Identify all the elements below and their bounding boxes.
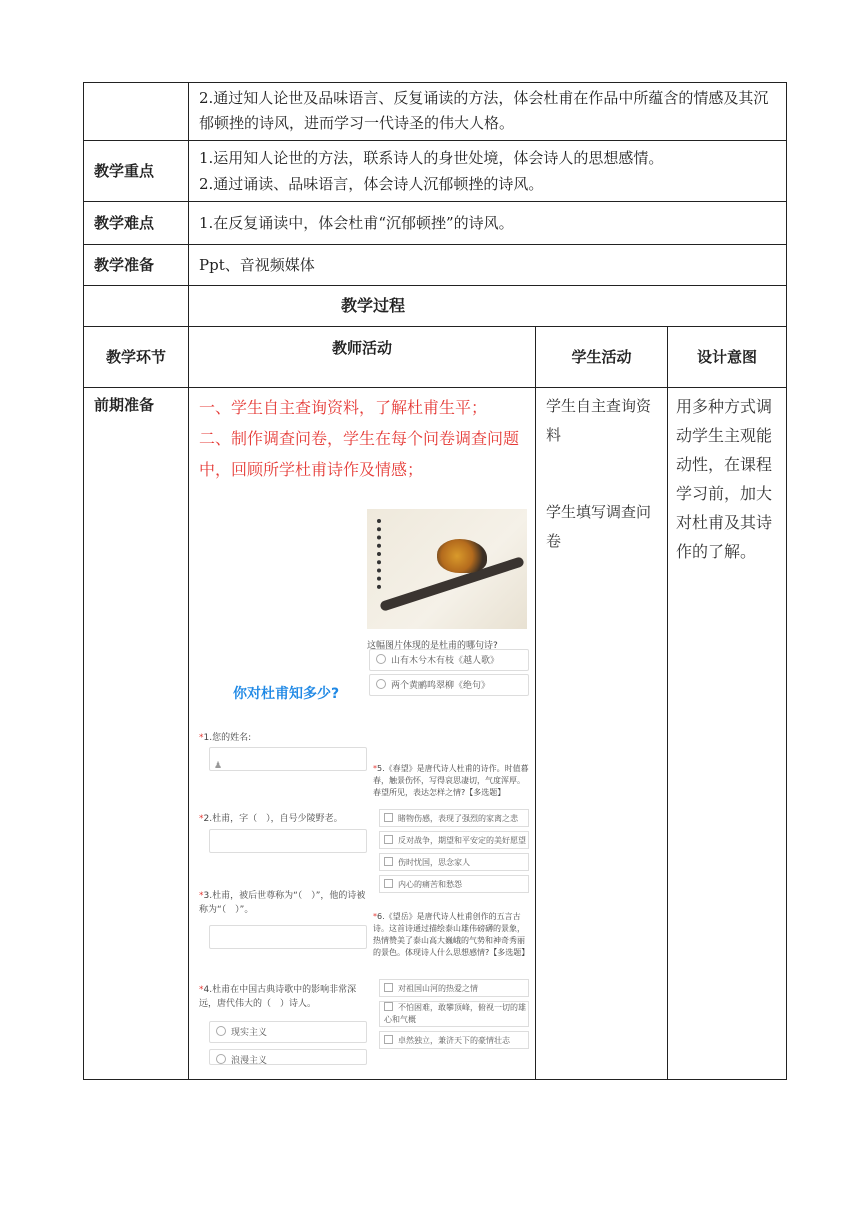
student-step-2: 学生填写调查问卷 [546,503,652,550]
student-step-1: 学生自主查询资料 [546,397,652,444]
col-student-header: 学生活动 [536,327,668,388]
checkbox-icon [384,835,393,844]
required-star: * [199,891,204,901]
option-label: 浪漫主义 [231,1056,268,1065]
survey-q-picture: 这幅图片体现的是杜甫的哪句诗? [367,641,498,651]
radio-icon [216,1054,226,1064]
option-label: 睹物伤感，表现了强烈的家离之悲 [398,814,518,823]
q6-text: 6.《望岳》是唐代诗人杜甫创作的五言古诗。这首诗通过描绘泰山雄伟磅礴的景象，热情赞美了泰山高大巍峨的气势和神奇秀丽的景色。体现诗人什么思想感情?【多选题】 [373,912,530,957]
name-input[interactable] [209,747,367,771]
q6-option-1[interactable] [379,979,529,997]
radio-icon [376,654,386,664]
key-point-1: 1.运用知人论世的方法，联系诗人的身世处境，体会诗人的思想感情。 [199,149,664,167]
q2-text: 2.杜甫，字（ ），自号少陵野老。 [203,814,343,824]
checkbox-icon [384,1002,393,1011]
survey-q6 [373,911,529,959]
teacher-activity-cell [189,388,536,1080]
empty-label-cell [84,83,189,141]
student-activity-cell [536,388,668,1080]
key-points-label: 教学重点 [84,141,189,202]
design-intent-text: 用多种方式调动学生主观能动性，在课程学习前，加大对杜甫及其诗作的了解。 [676,397,773,561]
q5-option-3[interactable] [379,853,529,871]
q1-text: 1.您的姓名: [203,733,252,743]
q6-option-3[interactable] [379,1031,529,1049]
survey-q3 [199,889,367,917]
q2-input[interactable] [209,829,367,853]
empty-process-label [84,286,189,327]
required-star: * [199,733,204,743]
q6-option-2[interactable] [379,1001,529,1027]
option-label: 两个黄鹂鸣翠柳《绝句》 [391,681,491,691]
q4-text: 4.杜甫在中国古典诗歌中的影响非常深远，唐代伟大的（ ）诗人。 [199,985,357,1009]
preparation-label: 教学准备 [84,245,189,286]
option-label: 伤时忧国，思念家人 [398,858,470,867]
key-points-cell [189,141,787,202]
option-label: 卓然独立，兼济天下的豪情壮志 [398,1036,510,1045]
required-star: * [373,912,377,921]
checkbox-icon [384,1035,393,1044]
option-label: 反对战争，期望和平安定的美好愿望 [398,836,526,845]
required-star: * [199,814,204,824]
col-teacher-header: 教师活动 [189,327,536,388]
survey-screenshot [199,509,529,1079]
bird-shape [437,539,487,573]
radio-icon [216,1026,226,1036]
difficulty-text: 1.在反复诵读中，体会杜甫“沉郁顿挫”的诗风。 [189,202,787,245]
survey-pic-option-2[interactable] [369,674,529,696]
col-stage-header: 教学环节 [84,327,189,388]
survey-title: 你对杜甫知多少? [233,686,340,702]
option-label: 对祖国山河的热爱之情 [398,984,478,993]
q3-input[interactable] [209,925,367,949]
option-label: 不怕困难，敢攀顶峰，俯视一切的雄心和气概 [384,1003,526,1024]
goal-2-text: 2.通过知人论世及品味语言、反复诵读的方法，体会杜甫在作品中所蕴含的情感及其沉郁顿挫的诗风，进而学习一代诗圣的伟大人格。 [189,83,787,141]
q4-option-2[interactable] [209,1049,367,1065]
q4-option-1[interactable] [209,1021,367,1043]
design-intent-cell [668,388,787,1080]
preparation-text: Ppt、音视频媒体 [189,245,787,286]
key-point-2: 2.通过诵读、品味语言，体会诗人沉郁顿挫的诗风。 [199,175,544,193]
difficulty-label: 教学难点 [84,202,189,245]
survey-q4 [199,983,367,1011]
col-design-header: 设计意图 [668,327,787,388]
checkbox-icon [384,857,393,866]
stage-label: 前期准备 [84,388,189,1080]
teacher-step-2: 二、制作调查问卷，学生在每个问卷调查问题中，回顾所学杜甫诗作及情感； [199,429,520,479]
calligraphy-mark [377,519,399,589]
q5-option-2[interactable] [379,831,529,849]
painting-image [367,509,527,629]
teacher-step-1: 一、学生自主查询资料，了解杜甫生平； [199,398,488,417]
option-label: 内心的痛苦和愁怨 [398,880,462,889]
option-label: 山有木兮木有枝《越人歌》 [391,656,500,666]
q3-text: 3.杜甫，被后世尊称为“（ ）”，他的诗被称为“（ ）”。 [199,891,366,915]
option-label: 现实主义 [231,1028,268,1038]
survey-pic-option-1[interactable] [369,649,529,671]
lesson-plan-table [83,82,787,1080]
checkbox-icon [384,813,393,822]
person-icon: ♟ [214,761,223,771]
process-title: 教学过程 [189,286,787,327]
checkbox-icon [384,983,393,992]
radio-icon [376,679,386,689]
q5-option-1[interactable] [379,809,529,827]
q5-option-4[interactable] [379,875,529,893]
required-star: * [199,985,204,995]
checkbox-icon [384,879,393,888]
survey-q5 [373,763,529,799]
q5-text: 5.《春望》是唐代诗人杜甫的诗作。时值暮春，触景伤怀，写得哀思凄切，气度浑厚。春望所见，表达怎样之情?【多选题】 [373,764,529,797]
required-star: * [373,764,377,773]
